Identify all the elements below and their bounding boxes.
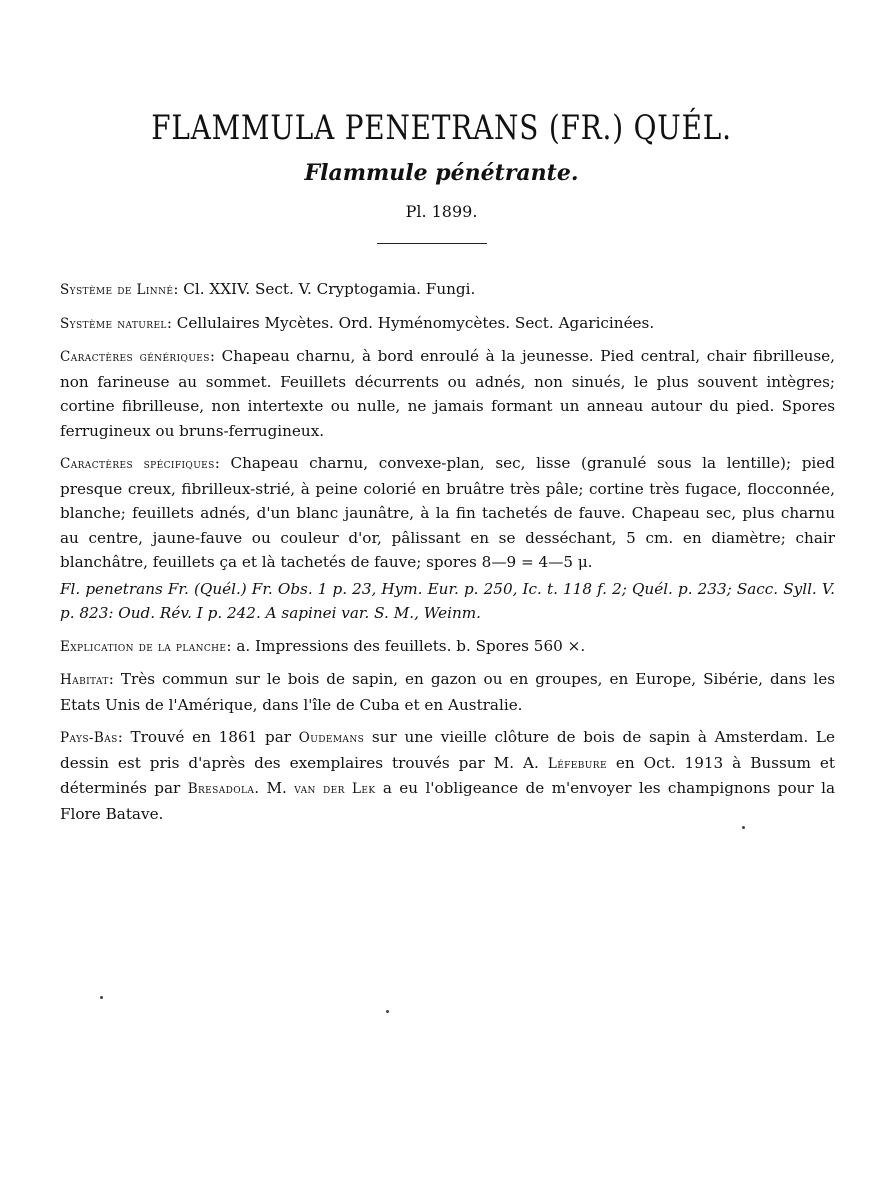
section-text: sur une vieille clôture de bois de sapin à Amsterdam. Le dessin est pris d'après des exemplaires trouvés par M. A. (60, 728, 835, 772)
paper-speck (386, 1010, 389, 1013)
person-name: van der Lek (294, 781, 376, 797)
section-text: : Trouvé en 1861 par (117, 728, 299, 746)
paragraph-generiques (60, 344, 835, 443)
plate-number: Pl. 1899. (405, 202, 478, 221)
paragraph-explication (60, 634, 835, 660)
section-text: : Cellulaires Mycètes. Ord. Hyménomycètes. Sect. Agaricinées. (166, 313, 655, 332)
paper-speck (742, 826, 745, 829)
person-name: Léfebure (547, 755, 607, 772)
section-text: a eu l'obligeance de m'envoyer les champignons pour la Flore Batave. (60, 779, 835, 823)
paragraph-naturel (60, 311, 835, 337)
paragraph-habitat (60, 667, 835, 717)
title-divider (377, 243, 487, 244)
paragraph-specifiques (60, 451, 835, 575)
document-body (60, 277, 835, 834)
section-text: : a. Impressions des feuillets. b. Spores 560 ×. (226, 636, 586, 655)
section-text: : Chapeau charnu, convexe-plan, sec, lisse (granulé sous la lentille); pied presque creux, fibrilleux-strié, à peine colorié en bruâtre très pâle; cortine très fugace, flocconnée, blanche; feuillets adnés, d'un blanc jaunâtre, à la fin tachetés de fauve. Chapeau sec, plus charnu au centre, jaune-fauve ou couleur d'or, pâlissant en se desséchant, 5 cm. en diamètre; chair blanchâtre, feuillets ça et là tachetés de fauve; spores 8—9 = 4—5 μ. (60, 454, 835, 571)
section-text: en Oct. 1913 à Bussum et déterminés par (60, 753, 835, 797)
page-title: FLAMMULA PENETRANS (FR.) QUÉL. (151, 108, 732, 148)
paper-speck (100, 996, 103, 999)
section-label: Caractères génériques (60, 349, 210, 365)
section-text: . M. (254, 779, 295, 797)
section-label: Habitat (60, 672, 109, 688)
section-label: Pays-Bas (60, 730, 118, 746)
section-text: : Très commun sur le bois de sapin, en gazon ou en groupes, en Europe, Sibérie, dans les Etats Unis de l'Amérique, dans l'île de Cuba et en Australie. (60, 670, 835, 714)
person-name: Oudemans (298, 730, 365, 746)
section-label: Explication de la planche (60, 638, 227, 655)
paragraph-paysbas (60, 725, 835, 826)
section-text: : Cl. XXIV. Sect. V. Cryptogamia. Fungi. (173, 280, 476, 298)
section-label: Système de Linné (60, 282, 174, 298)
paragraph-references: Fl. penetrans Fr. (Quél.) Fr. Obs. 1 p. 23, Hym. Eur. p. 250, Ic. t. 118 f. 2; Quél. p. 233; Sacc. Syll. V. p. 823: Oud. Rév. I p. 242. A sapinei var. S. M., Weinm. (60, 579, 835, 622)
page-subtitle: Flammule pénétrante. (304, 160, 579, 186)
section-label: Système naturel (60, 315, 167, 332)
section-text: : Chapeau charnu, à bord enroulé à la jeunesse. Pied central, chair fibrilleuse, non farineuse au sommet. Feuillets décurrents ou adnés, non sinués, le plus souvent intègres; cortine fibrilleuse, non intertexte ou nulle, ne jamais formant un anneau autour du pied. Spores ferrugineux ou bruns-ferrugineux. (60, 347, 835, 440)
section-label: Caractères spécifiques (60, 456, 215, 472)
person-name: Bresadola (187, 781, 255, 797)
paragraph-linne (60, 277, 835, 303)
